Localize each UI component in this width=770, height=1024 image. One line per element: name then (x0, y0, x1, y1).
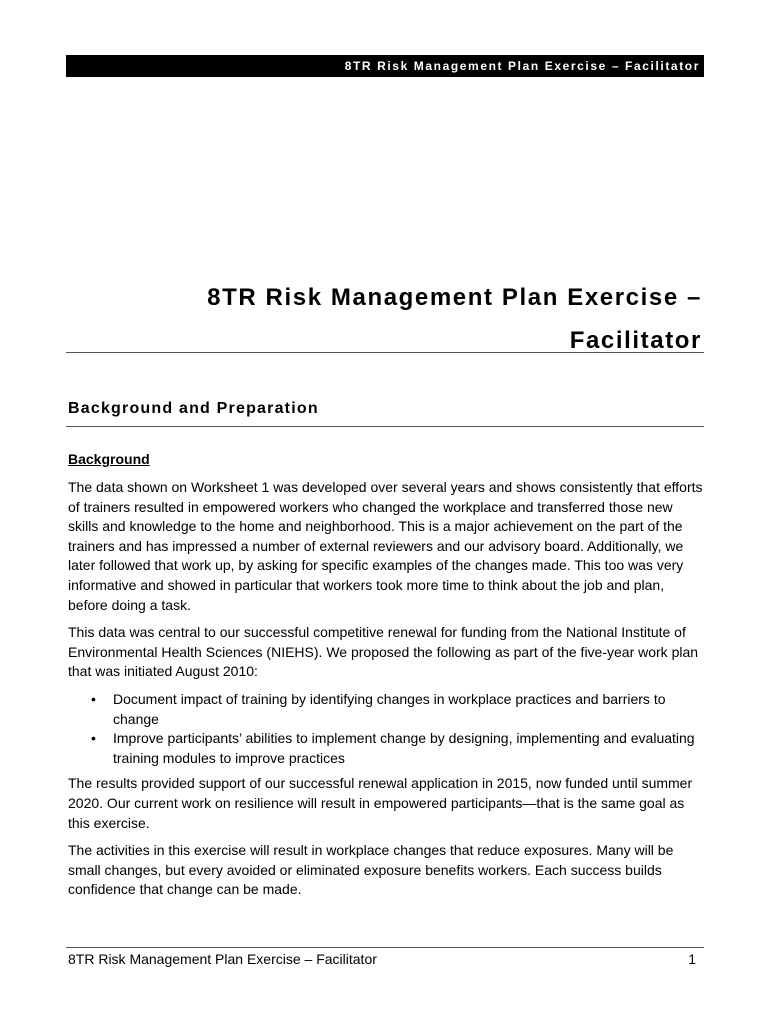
section-divider (66, 426, 704, 427)
title-divider (66, 352, 704, 353)
page-number: 1 (688, 951, 696, 967)
footer-divider (66, 947, 704, 948)
document-title-line-2: Facilitator (569, 327, 702, 354)
footer-title: 8TR Risk Management Plan Exercise – Facilitator (68, 951, 377, 967)
section-heading: Background and Preparation (68, 400, 319, 417)
paragraph: The results provided support of our successful renewal application in 2015, now funded until summer 2020. Our current work on resilience will result in empowered participants—that is the same goal as this exercise. (68, 775, 693, 831)
subheading-background: Background (68, 451, 150, 467)
document-title (66, 276, 702, 362)
bullet-item: • Document impact of training by identifying changes in workplace practices and barriers to change (113, 690, 704, 729)
running-header (66, 55, 704, 77)
bullet-list (68, 690, 704, 768)
paragraph: This data was central to our successful competitive renewal for funding from the National Institute of Environmental Health Sciences (NIEHS). We proposed the following as part of the five-year work plan that was initiated August 2010: (68, 624, 699, 680)
paragraph: The data shown on Worksheet 1 was developed over several years and shows consistently that efforts of trainers resulted in empowered workers who changed the workplace and transferred those new skills and knowledge to the home and neighborhood. This is a major achievement on the part of the trainers and has impressed a number of external reviewers and our advisory board. Additionally, we later followed that work up, by asking for specific examples of the changes made. This too was very informative and showed in particular that workers took more time to think about the job and plan, before doing a task. (68, 479, 703, 613)
document-title-line-1: 8TR Risk Management Plan Exercise – (207, 284, 702, 311)
body-content (68, 478, 704, 908)
running-header-text: 8TR Risk Management Plan Exercise – Facilitator (344, 59, 700, 73)
bullet-item: • Improve participants’ abilities to implement change by designing, implementing and evaluating training modules to improve practices (113, 729, 704, 768)
paragraph: The activities in this exercise will result in workplace changes that reduce exposures. Many will be small changes, but every avoided or eliminated exposure benefits workers. Each success builds confidence that change can be made. (68, 842, 674, 898)
